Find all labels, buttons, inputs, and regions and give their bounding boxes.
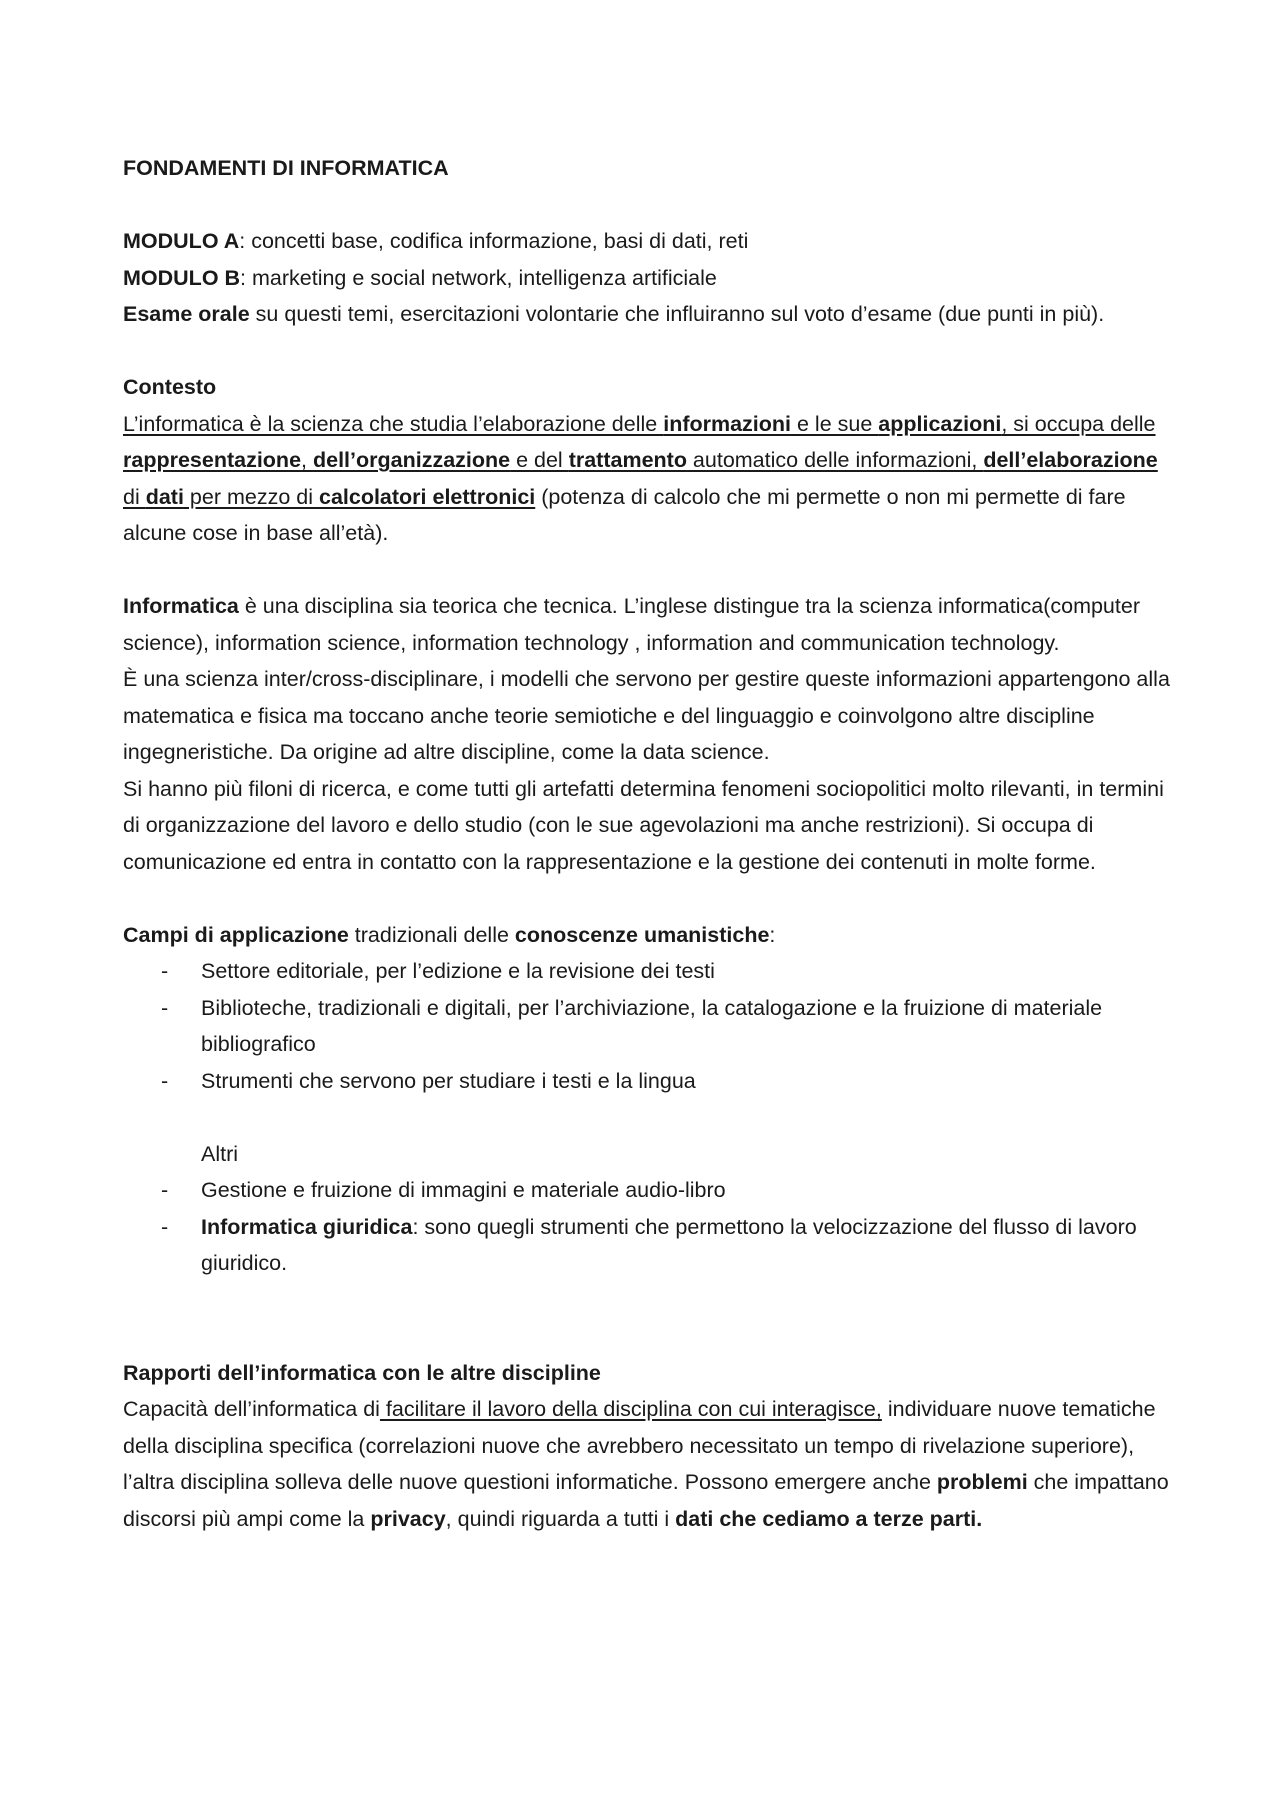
modulo-a: MODULO A: concetti base, codifica informazione, basi di dati, reti	[123, 229, 749, 253]
document-page	[123, 150, 1173, 1537]
campi-list	[123, 953, 1173, 1099]
informatica-paragraph-2: È una scienza inter/cross-disciplinare, i modelli che servono per gestire queste informazioni appartengono alla matematica e fisica ma toccano anche teorie semiotiche e del linguaggio e coinvolgono altre discipline ingegneristiche. Da origine ad altre discipline, come la data science.	[123, 667, 1170, 764]
list-item: - Gestione e fruizione di immagini e materiale audio-libro	[123, 1172, 1173, 1209]
document-title: FONDAMENTI DI INFORMATICA	[123, 156, 449, 180]
rapporti-heading: Rapporti dell’informatica con le altre discipline	[123, 1360, 601, 1385]
esame-orale: Esame orale su questi temi, esercitazioni volontarie che influiranno sul voto d’esame (due punti in più).	[123, 302, 1105, 326]
contesto-paragraph: L’informatica è la scienza che studia l’elaborazione delle informazioni e le sue applicazioni, si occupa delle rappresentazione, dell’organizzazione e del trattamento automatico delle informazioni, dell’elaborazione di dati per mezzo di calcolatori elettronici (potenza di calcolo che mi permette o non mi permette di fare alcune cose in base all’età).	[123, 411, 1158, 545]
list-item: - Strumenti che servono per studiare i testi e la lingua	[123, 1063, 1173, 1100]
campi-heading: Campi di applicazione tradizionali delle conoscenze umanistiche:	[123, 922, 776, 947]
informatica-paragraph-1: Informatica è una disciplina sia teorica che tecnica. L’inglese distingue tra la scienza informatica(computer science), information science, information technology , information and communication technology.	[123, 594, 1140, 655]
modulo-b: MODULO B: marketing e social network, intelligenza artificiale	[123, 265, 717, 290]
list-item: - Biblioteche, tradizionali e digitali, per l’archiviazione, la catalogazione e la fruizione di materiale bibliografico	[123, 990, 1173, 1063]
contesto-heading: Contesto	[123, 375, 217, 399]
list-item: - Settore editoriale, per l’edizione e la revisione dei testi	[123, 953, 1173, 990]
altri-list	[123, 1172, 1173, 1282]
list-item: - Informatica giuridica: sono quegli strumenti che permettono la velocizzazione del flusso di lavoro giuridico.	[123, 1209, 1173, 1282]
informatica-paragraph-3: Si hanno più filoni di ricerca, e come tutti gli artefatti determina fenomeni sociopolitici molto rilevanti, in termini di organizzazione del lavoro e dello studio (con le sue agevolazioni ma anche restrizioni). Si occupa di comunicazione ed entra in contatto con la rappresentazione e la gestione dei contenuti in molte forme.	[123, 776, 1164, 874]
rapporti-paragraph: Capacità dell’informatica di facilitare il lavoro della disciplina con cui interagisce, individuare nuove tematiche della disciplina specifica (correlazioni nuove che avrebbero necessitato un tempo di rivelazione superiore), l’altra disciplina solleva delle nuove questioni informatiche. Possono emergere anche problemi che impattano discorsi più ampi come la privacy, quindi riguarda a tutti i dati che cediamo a terze parti.	[123, 1397, 1169, 1531]
altri-label: Altri	[201, 1141, 239, 1166]
